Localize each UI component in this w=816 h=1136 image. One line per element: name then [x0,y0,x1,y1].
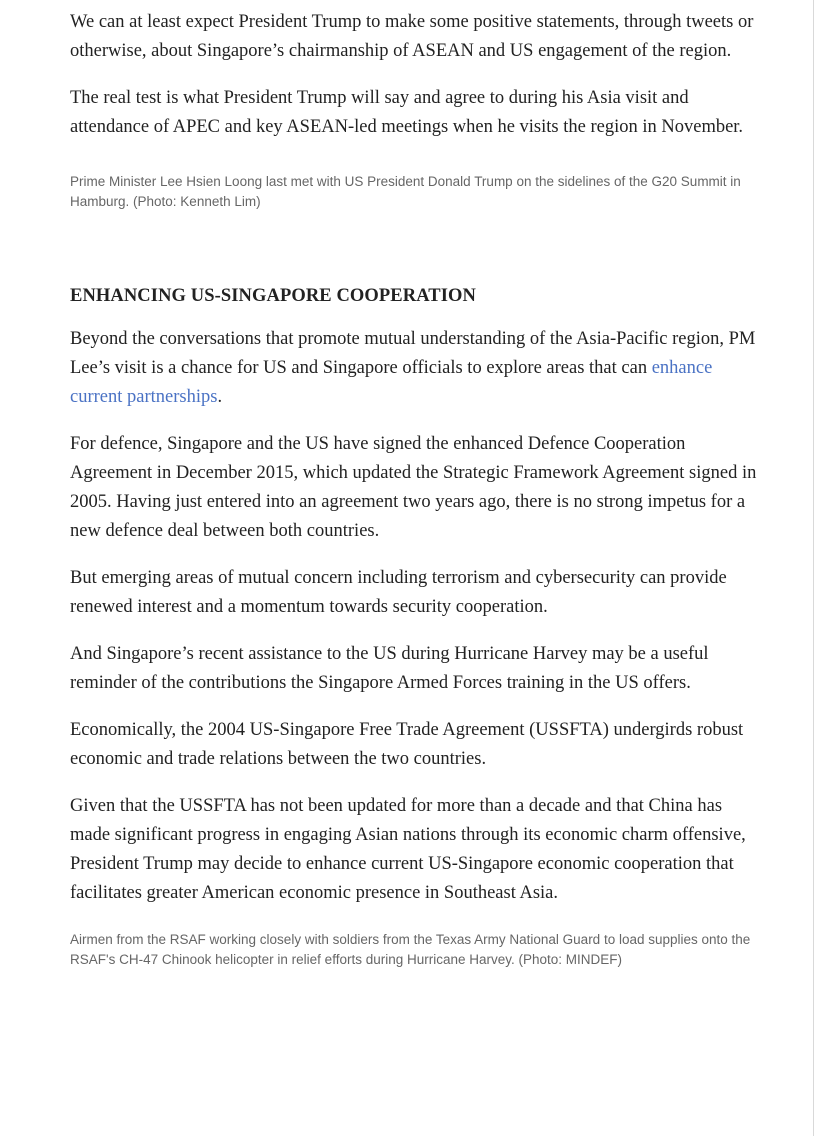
paragraph-emerging-areas: But emerging areas of mutual concern including terrorism and cybersecurity can provide renewed interest and a momentum towards security cooperation. [70,568,727,617]
paragraph-china-charm-offensive: Given that the USSFTA has not been updated for more than a decade and that China has made significant progress in engaging Asian nations through its economic charm offensive, President Trump may decide to enhance current US-Singapore economic cooperation that facilitates greater American economic presence in Southeast Asia. [70,796,746,903]
paragraph-text-after-link: . [217,387,223,407]
paragraph-beyond-conversations [70,325,760,412]
paragraph-hurricane-harvey: And Singapore’s recent assistance to the US during Hurricane Harvey may be a useful reminder of the contributions the Singapore Armed Forces training in the US offers. [70,644,709,693]
paragraph-text-before-link: Beyond the conversations that promote mutual understanding of the Asia-Pacific region, PM Lee’s visit is a chance for US and Singapore officials to explore areas that can [70,329,756,378]
photo-caption-rsaf: Airmen from the RSAF working closely with soldiers from the Texas Army National Guard to load supplies onto the RSAF's CH-47 Chinook helicopter in relief efforts during Hurricane Harvey. (Photo: MINDEF) [70,932,751,967]
page-edge-divider [813,0,814,1136]
paragraph-trump-statements: We can at least expect President Trump to make some positive statements, through tweets or otherwise, about Singapore’s chairmanship of ASEAN and US engagement of the region. [70,12,754,61]
paragraph-defence: For defence, Singapore and the US have signed the enhanced Defence Cooperation Agreement in December 2015, which updated the Strategic Framework Agreement signed in 2005. Having just entered into an agreement two years ago, there is no strong impetus for a new defence deal between both countries. [70,434,757,541]
enhance-partnerships-link[interactable]: enhance current partnerships [70,358,713,407]
photo-caption-hamburg: Prime Minister Lee Hsien Loong last met with US President Donald Trump on the sidelines of the G20 Summit in Hamburg. (Photo: Kenneth Lim) [70,174,741,209]
paragraph-real-test: The real test is what President Trump will say and agree to during his Asia visit and attendance of APEC and key ASEAN-led meetings when he visits the region in November. [70,88,744,137]
section-heading: ENHANCING US-SINGAPORE COOPERATION [70,286,476,306]
paragraph-ussfta: Economically, the 2004 US-Singapore Free Trade Agreement (USSFTA) undergirds robust economic and trade relations between the two countries. [70,720,744,769]
article-body [70,8,760,970]
